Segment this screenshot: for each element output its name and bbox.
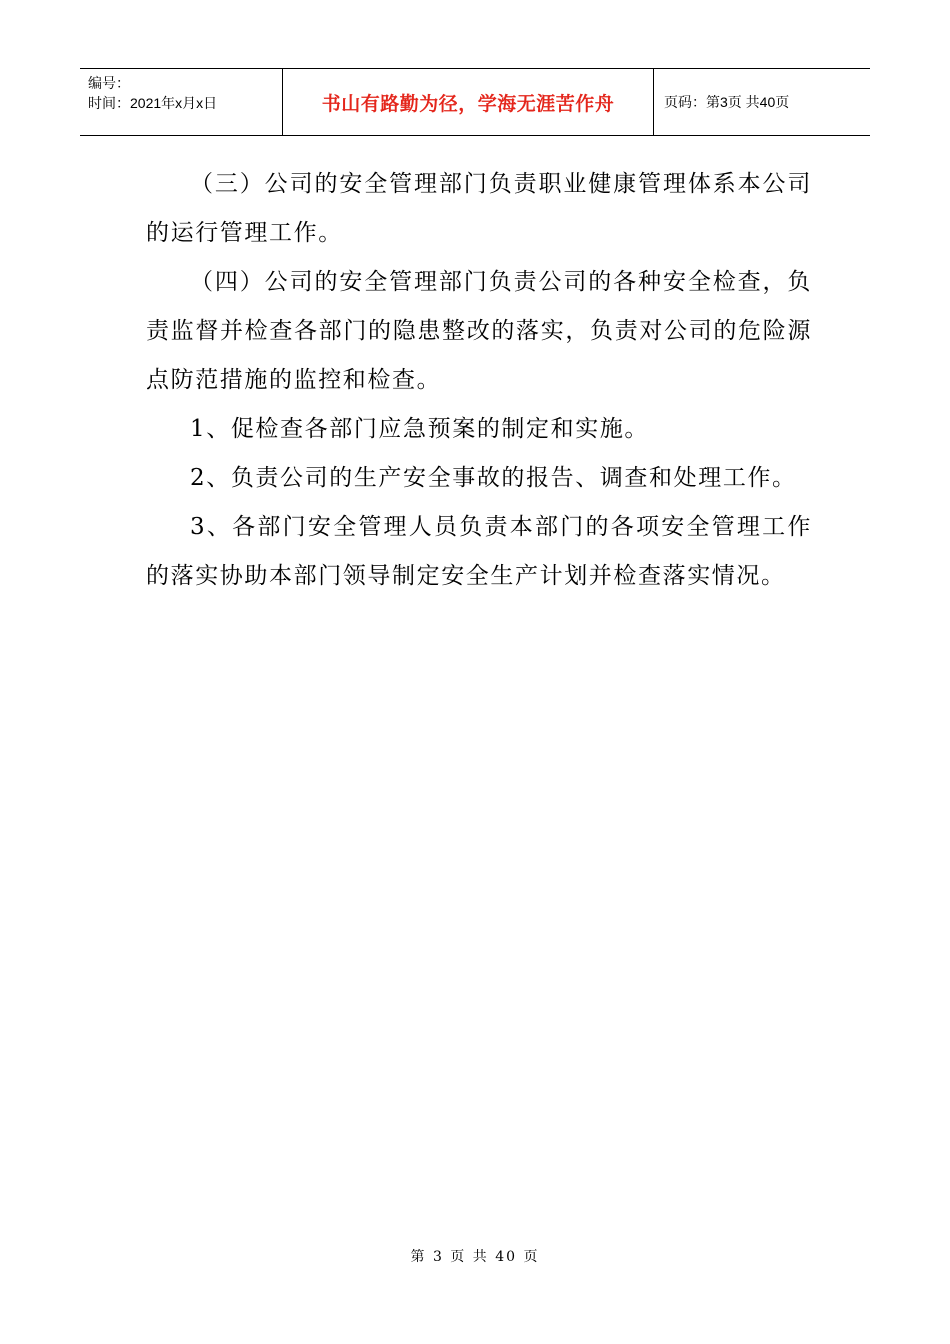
document-body <box>146 160 812 601</box>
document-number-label: 编号： <box>88 75 130 91</box>
paragraph-item-2: 2、负责公司的生产安全事故的报告、调查和处理工作。 <box>190 465 797 491</box>
document-time-label: 时间：2021年x月x日 <box>88 95 218 111</box>
header-motto-cell <box>282 69 654 135</box>
page-footer: 第 3 页 共 40 页 <box>410 1249 540 1265</box>
paragraph-section-3: （三）公司的安全管理部门负责职业健康管理体系本公司的运行管理工作。 <box>146 171 812 246</box>
header-page-cell <box>654 69 870 135</box>
header-motto: 书山有路勤为径，学海无涯苦作舟 <box>321 92 615 115</box>
header-page-info: 页码：第3页 共40页 <box>664 94 790 110</box>
paragraph-section-4: （四）公司的安全管理部门负责公司的各种安全检查，负责监督并检查各部门的隐患整改的落实，负责对公司的危险源点防范措施的监控和检查。 <box>146 269 812 393</box>
paragraph-item-3: 3、各部门安全管理人员负责本部门的各项安全管理工作的落实协助本部门领导制定安全生产计划并检查落实情况。 <box>146 514 812 589</box>
document-header <box>80 68 870 136</box>
paragraph-item-1: 1、促检查各部门应急预案的制定和实施。 <box>190 416 650 442</box>
header-meta-cell <box>80 69 282 135</box>
